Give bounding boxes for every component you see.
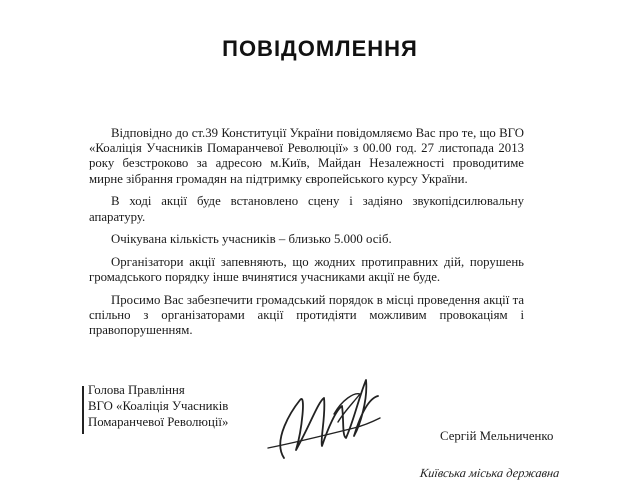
stamp-text: Київська міська державна	[419, 466, 561, 480]
position-line: ВГО «Коаліція Учасників	[88, 399, 229, 413]
document-title: ПОВІДОМЛЕННЯ	[222, 36, 418, 61]
paragraph-participants: Очікувана кількість учасників – близько 5.000 осіб.	[111, 232, 392, 247]
position-line: Помаранчевої Революції»	[88, 415, 229, 429]
paragraph-equipment: В ході акції буде встановлено сцену і задіяно звукопідсилювальну апаратуру.	[89, 194, 524, 224]
paragraph-notice: Відповідно до ст.39 Конституції України повідомляємо Вас про те, що ВГО «Коаліція Учасників Помаранчевої Революції» з 00.00 год. 27 листопада 2013 року безстроково за адресою м.Київ, Майдан Незалежності проводитиме мирне зібрання громадян на підтримку європейського курсу України.	[89, 126, 524, 186]
signatory-name: Сергій Мельниченко	[440, 429, 554, 443]
signatory-position	[88, 382, 258, 430]
margin-bar	[82, 386, 84, 434]
paragraph-assurance: Організатори акції запевняють, що жодних протиправних дій, порушень громадського порядку інше вчинятися учасниками акції не буде.	[89, 254, 524, 285]
paragraph-request: Просимо Вас забезпечити громадський порядок в місці проведення акції та спільно з організаторами акції протидіяти можливим провокаціям і правопорушенням.	[89, 292, 524, 338]
position-line: Голова Правління	[88, 383, 185, 397]
handwritten-signature	[262, 370, 382, 465]
document-body	[89, 126, 524, 346]
